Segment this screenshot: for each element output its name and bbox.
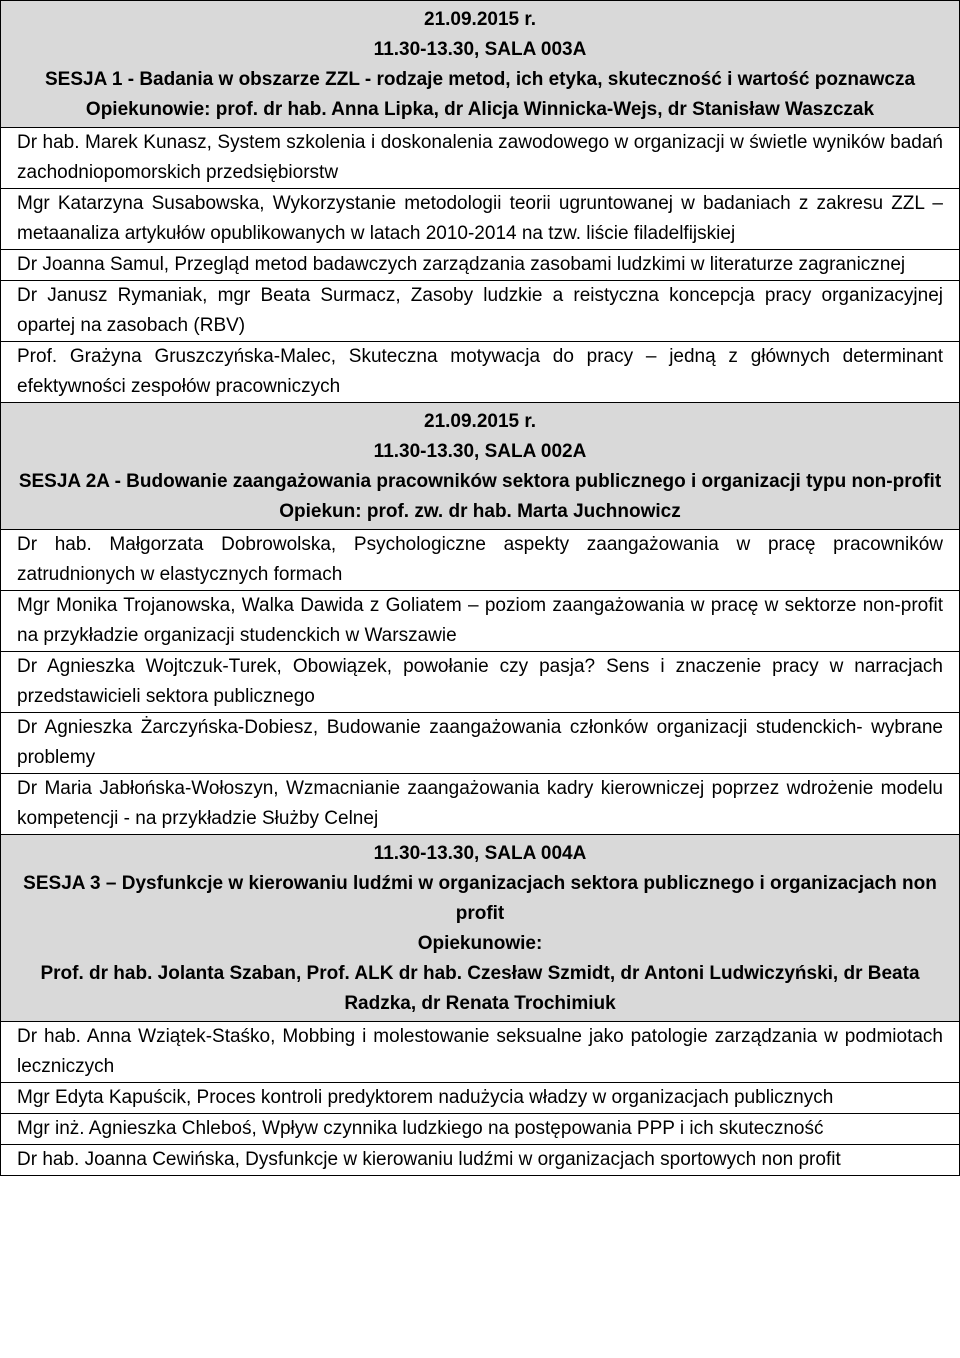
session-time-room: 11.30-13.30, SALA 003A <box>373 39 587 60</box>
presentation-entry: Mgr Katarzyna Susabowska, Wykorzystanie metodologii teorii ugruntowanej w badaniach z zakresu ZZL – metaanaliza artykułów opublikowanych w latach 2010-2014 na tzw. liście filadelfijskiej <box>0 188 960 249</box>
session-supervisors: Prof. dr hab. Jolanta Szaban, Prof. ALK dr hab. Czesław Szmidt, dr Antoni Ludwiczyński, dr Beata Radzka, dr Renata Trochimiuk <box>40 963 920 1014</box>
presentation-entry: Mgr Monika Trojanowska, Walka Dawida z Goliatem – poziom zaangażowania w pracę w sektorze non-profit na przykładzie organizacji studenckich w Warszawie <box>0 590 960 651</box>
presentation-entry: Dr hab. Anna Wziątek-Staśko, Mobbing i molestowanie seksualne jako patologie zarządzania w podmiotach leczniczych <box>0 1021 960 1082</box>
presentation-entry: Dr Agnieszka Żarczyńska-Dobiesz, Budowanie zaangażowania członków organizacji studenckich- wybrane problemy <box>0 712 960 773</box>
session-supervisors: Opiekun: prof. zw. dr hab. Marta Juchnowicz <box>279 501 681 522</box>
session-supervisors-label: Opiekunowie: <box>417 933 543 954</box>
session-2a <box>0 402 960 834</box>
presentation-entry: Dr Janusz Rymaniak, mgr Beata Surmacz, Zasoby ludzkie a reistyczna koncepcja pracy organizacyjnej opartej na zasobach (RBV) <box>0 280 960 341</box>
session-1-header <box>0 0 960 127</box>
session-date: 21.09.2015 r. <box>424 9 536 30</box>
session-supervisors: Opiekunowie: prof. dr hab. Anna Lipka, dr Alicja Winnicka-Wejs, dr Stanisław Waszczak <box>85 99 875 120</box>
presentation-entry: Dr hab. Małgorzata Dobrowolska, Psychologiczne aspekty zaangażowania w pracę pracowników zatrudnionych w elastycznych formach <box>0 529 960 590</box>
session-date: 21.09.2015 r. <box>424 411 536 432</box>
presentation-entry: Dr hab. Joanna Cewińska, Dysfunkcje w kierowaniu ludźmi w organizacjach sportowych non profit <box>0 1144 960 1176</box>
session-time-room: 11.30-13.30, SALA 002A <box>373 441 587 462</box>
session-title: SESJA 3 – Dysfunkcje w kierowaniu ludźmi w organizacjach sektora publicznego i organizacjach non profit <box>23 873 937 924</box>
presentation-entry: Dr Joanna Samul, Przegląd metod badawczych zarządzania zasobami ludzkimi w literaturze zagranicznej <box>0 249 960 280</box>
session-time-room: 11.30-13.30, SALA 004A <box>373 843 587 864</box>
session-title: SESJA 2A - Budowanie zaangażowania pracowników sektora publicznego i organizacji typu non-profit <box>18 471 942 492</box>
session-1 <box>0 0 960 402</box>
session-3-header <box>0 835 960 1021</box>
presentation-entry: Dr Agnieszka Wojtczuk-Turek, Obowiązek, powołanie czy pasja? Sens i znaczenie pracy w narracjach przedstawicieli sektora publicznego <box>0 651 960 712</box>
presentation-entry: Mgr inż. Agnieszka Chleboś, Wpływ czynnika ludzkiego na postępowania PPP i ich skuteczność <box>0 1113 960 1144</box>
presentation-entry: Dr Maria Jabłońska-Wołoszyn, Wzmacnianie zaangażowania kadry kierowniczej poprzez wdrożenie modelu kompetencji - na przykładzie Służby Celnej <box>0 773 960 834</box>
session-3 <box>0 834 960 1176</box>
session-2a-header <box>0 403 960 529</box>
presentation-entry: Mgr Edyta Kapuścik, Proces kontroli predyktorem nadużycia władzy w organizacjach publicznych <box>0 1082 960 1113</box>
presentation-entry: Prof. Grażyna Gruszczyńska-Malec, Skuteczna motywacja do pracy – jedną z głównych determinant efektywności zespołów pracowniczych <box>0 341 960 402</box>
presentation-entry: Dr hab. Marek Kunasz, System szkolenia i doskonalenia zawodowego w organizacji w świetle wyników badań zachodniopomorskich przedsiębiorstw <box>0 127 960 188</box>
session-title: SESJA 1 - Badania w obszarze ZZL - rodzaje metod, ich etyka, skuteczność i wartość poznawcza <box>44 69 916 90</box>
